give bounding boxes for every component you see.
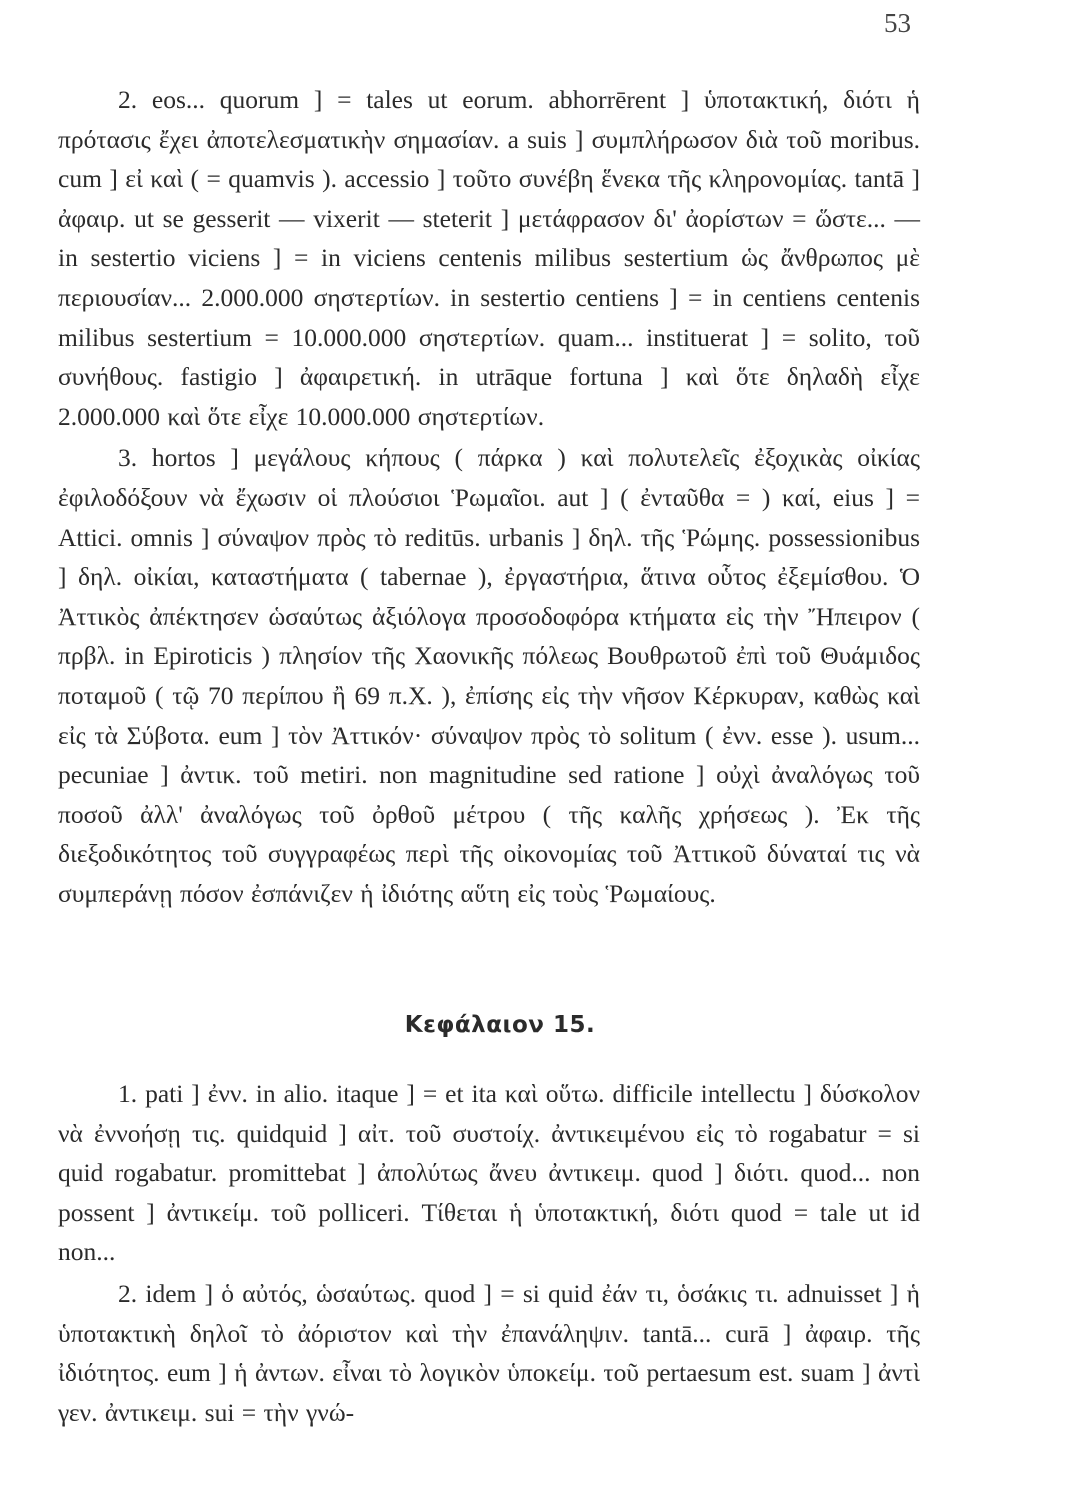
note-paragraph-2: 2. eos... quorum ] = tales ut eorum. abhorrērent ] ὑποτακτική, διότι ἡ πρότασις ἔχει ἀποτελεσματικὴν σημασίαν. a suis ] συμπλήρωσον διὰ τοῦ moribus. cum ] εἰ καὶ ( = quamvis ). accessio ] τοῦτο συνέβη ἕνεκα τῆς κληρονομίας. tantā ] ἀφαιρ. ut se gesserit — vixerit — steterit ] μετάφρασον δι' ἀορίστων = ὥστε... — in sestertio viciens ] = in viciens centenis milibus sestertium ὡς ἄνθρωπος μὲ περιουσίαν... 2.000.000 σηστερτίων. in sestertio centiens ] = in centiens centenis milibus sestertium = 10.000.000 σηστερτίων. quam... instituerat ] = solito, τοῦ συνήθους. fastigio ] ἀφαιρετική. in utrāque fortuna ] καὶ ὅτε δηλαδὴ εἶχε 2.000.000 καὶ ὅτε εἶχε 10.000.000 σηστερτίων. <box>58 85 920 431</box>
commentary-section <box>58 80 920 913</box>
chapter-section <box>58 1074 920 1432</box>
chapter-note-paragraph-1: 1. pati ] ἐνν. in alio. itaque ] = et ita καὶ οὕτω. difficile intellectu ] δύσκολον νὰ ἐννοήσῃ τις. quidquid ] αἰτ. τοῦ συστοίχ. ἀντικειμένου εἰς τὸ rogabatur = si quid rogabatur. promittebat ] ἀπολύτως ἄνευ ἀντικειμ. quod ] διότι. quod... non possent ] ἀντικείμ. τοῦ polliceri. Τίθεται ἡ ὑποτακτική, διότι quod = tale ut id non... <box>58 1079 920 1267</box>
chapter-heading: Κεφάλαιον 15. <box>404 1012 596 1038</box>
chapter-note-paragraph-2: 2. idem ] ὁ αὐτός, ὡσαύτως. quod ] = si quid ἐάν τι, ὁσάκις τι. adnuisset ] ἡ ὑποτακτικὴ δηλοῖ τὸ ἀόριστον καὶ τὴν ἐπανάληψιν. tantā... curā ] ἀφαιρ. τῆς ἰδιότητος. eum ] ἡ ἀντων. εἶναι τὸ λογικὸν ὑποκείμ. τοῦ pertaesum est. suam ] ἀντὶ γεν. ἀντικειμ. sui = τὴν γνώ- <box>58 1278 920 1427</box>
note-paragraph-3: 3. hortos ] μεγάλους κήπους ( πάρκα ) καὶ πολυτελεῖς ἐξοχικὰς οἰκίας ἐφιλοδόξουν νὰ ἔχωσιν οἱ πλούσιοι Ῥωμαῖοι. aut ] ( ἐνταῦθα = ) καί, eius ] = Attici. omnis ] σύναψον πρὸς τὸ reditūs. urbanis ] δηλ. τῆς Ῥώμης. possessionibus ] δηλ. οἰκίαι, καταστήματα ( tabernae ), ἐργαστήρια, ἅτινα οὗτος ἐξεμίσθου. Ὁ Ἀττικὸς ἀπέκτησεν ὡσαύτως ἀξιόλογα προσοδοφόρα κτήματα εἰς τὴν Ἤπειρον ( πρβλ. in Epiroticis ) πλησίον τῆς Χαονικῆς πόλεως Βουθρωτοῦ ἐπὶ τοῦ Θυάμιδος ποταμοῦ ( τῷ 70 περίπου ἢ 69 π.Χ. ), ἐπίσης εἰς τὴν νῆσον Κέρκυραν, καθὼς καὶ εἰς τὰ Σύβοτα. eum ] τὸν Ἀττικόν· σύναψον πρὸς τὸ solitum ( ἐνν. esse ). usum... pecuniae ] ἀντικ. τοῦ metiri. non magnitudine sed ratione ] οὐχὶ ἀναλόγως τοῦ ποσοῦ ἀλλ' ἀναλόγως τοῦ ὀρθοῦ μέτρου ( τῆς καλῆς χρήσεως ). Ἐκ τῆς διεξοδικότητος τοῦ συγγραφέως περὶ τῆς οἰκονομίας τοῦ Ἀττικοῦ δύναταί τις νὰ συμπεράνῃ πόσον ἐσπάνιζεν ἡ ἰδιότης αὕτη εἰς τοὺς Ῥωμαίους. <box>58 443 920 908</box>
page-number: 53 <box>884 8 911 38</box>
